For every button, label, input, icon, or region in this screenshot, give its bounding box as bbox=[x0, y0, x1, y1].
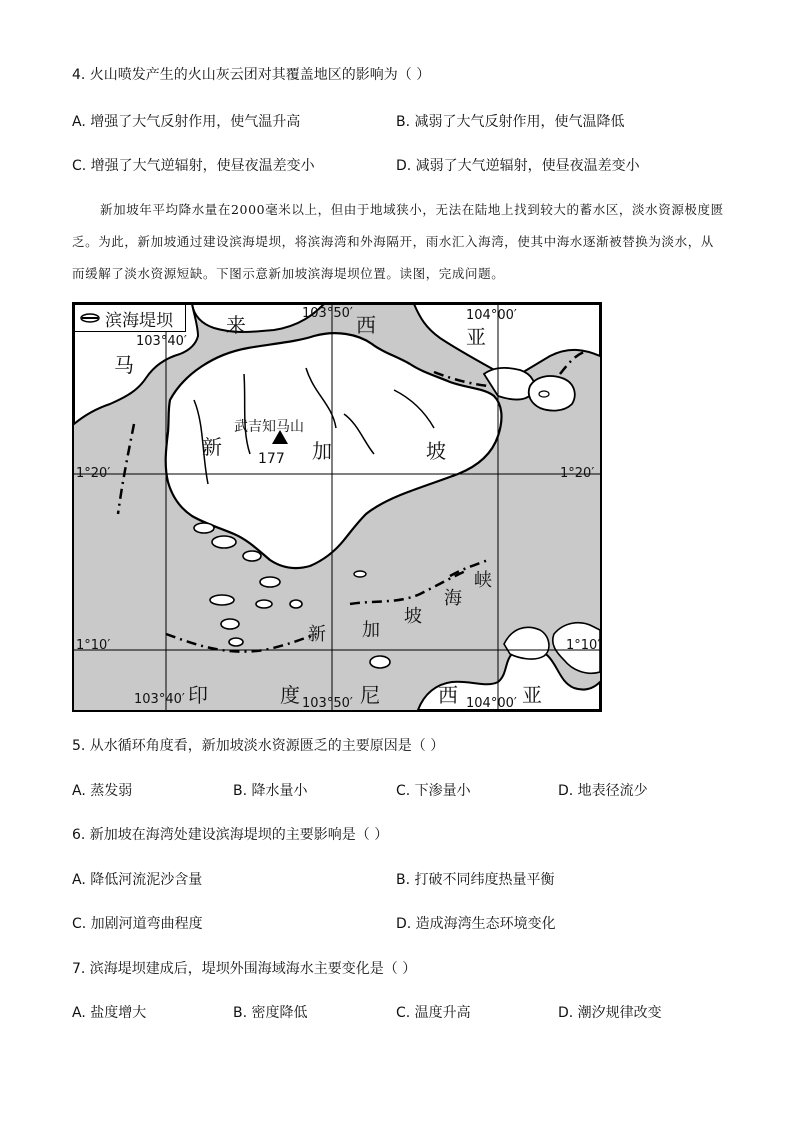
label-ni: 尼 bbox=[360, 683, 380, 707]
label-xi-bottom: 西 bbox=[438, 683, 458, 707]
label-lai: 来 bbox=[226, 313, 246, 337]
label-strait-xin: 新 bbox=[308, 624, 326, 645]
q7-option-a: A. 盐度增大 bbox=[72, 1005, 147, 1021]
label-yin: 印 bbox=[188, 683, 208, 707]
q7-option-c: C. 温度升高 bbox=[396, 1005, 471, 1021]
coord-lon-103-50-top: 103°50′ bbox=[302, 306, 353, 321]
label-strait-xia: 峡 bbox=[474, 570, 492, 591]
q5-option-a: A. 蒸发弱 bbox=[72, 783, 133, 799]
label-mountain: 武吉知马山 bbox=[234, 419, 304, 435]
label-xi-top: 西 bbox=[356, 313, 376, 337]
q5-option-b: B. 降水量小 bbox=[233, 783, 308, 799]
coord-lon-103-40-top: 103°40′ bbox=[136, 334, 187, 349]
coord-lon-104-00-top: 104°00′ bbox=[466, 308, 517, 323]
q7-option-b: B. 密度降低 bbox=[233, 1005, 308, 1021]
q4-option-d: D. 减弱了大气逆辐射，使昼夜温差变小 bbox=[396, 158, 640, 174]
label-xin: 新 bbox=[202, 435, 222, 459]
legend-label: 滨海堤坝 bbox=[105, 310, 173, 331]
coord-lon-103-40-bottom: 103°40′ bbox=[134, 692, 185, 707]
label-strait-jia: 加 bbox=[362, 620, 380, 641]
q4-stem: 4. 火山喷发产生的火山灰云团对其覆盖地区的影响为（ ） bbox=[72, 67, 431, 83]
q4-option-b: B. 减弱了大气反射作用，使气温降低 bbox=[396, 114, 625, 130]
singapore-map bbox=[72, 302, 602, 712]
label-ya-top: 亚 bbox=[466, 325, 486, 349]
q5-stem: 5. 从水循环角度看，新加坡淡水资源匮乏的主要原因是（ ） bbox=[72, 738, 445, 754]
coord-lat-1-10-left: 1°10′ bbox=[76, 638, 111, 653]
map-graphic bbox=[74, 304, 600, 710]
q7-option-d: D. 潮汐规律改变 bbox=[558, 1005, 662, 1021]
coord-lon-103-50-bottom: 103°50′ bbox=[302, 696, 353, 711]
q6-stem: 6. 新加坡在海湾处建设滨海堤坝的主要影响是（ ） bbox=[72, 827, 389, 843]
map-legend bbox=[74, 304, 186, 332]
label-po: 坡 bbox=[426, 439, 446, 463]
q7-stem: 7. 滨海堤坝建成后，堤坝外围海域海水主要变化是（ ） bbox=[72, 961, 417, 977]
q6-option-d: D. 造成海湾生态环境变化 bbox=[396, 916, 556, 932]
label-jia: 加 bbox=[312, 439, 332, 463]
label-du: 度 bbox=[280, 683, 300, 707]
q4-option-c: C. 增强了大气逆辐射，使昼夜温差变小 bbox=[72, 158, 315, 174]
label-strait-hai: 海 bbox=[444, 588, 462, 609]
dam-symbol-icon bbox=[79, 312, 101, 324]
passage: 新加坡年平均降水量在2000毫米以上，但由于地域狭小，无法在陆地上找到较大的蓄水区，淡水资源极度匮乏。为此，新加坡通过建设滨海堤坝，将滨海湾和外海隔开，雨水汇入海湾，使其中海水逐渐被替换为淡水，从而缓解了淡水资源短缺。下图示意新加坡滨海堤坝位置。读图，完成问题。 bbox=[72, 202, 724, 281]
label-strait-po: 坡 bbox=[404, 606, 422, 627]
label-elevation: 177 bbox=[258, 451, 285, 467]
coord-lat-1-20-right: 1°20′ bbox=[560, 466, 595, 481]
label-ya-bottom: 亚 bbox=[522, 683, 542, 707]
q6-option-b: B. 打破不同纬度热量平衡 bbox=[396, 872, 555, 888]
q6-option-a: A. 降低河流泥沙含量 bbox=[72, 872, 203, 888]
coord-lon-104-00-bottom: 104°00′ bbox=[466, 696, 517, 711]
coord-lat-1-20-left: 1°20′ bbox=[76, 466, 111, 481]
q6-option-c: C. 加剧河道弯曲程度 bbox=[72, 916, 203, 932]
q5-option-d: D. 地表径流少 bbox=[558, 783, 648, 799]
coord-lat-1-10-right: 1°10′ bbox=[566, 638, 601, 653]
q4-option-a: A. 增强了大气反射作用，使气温升高 bbox=[72, 114, 301, 130]
q5-option-c: C. 下渗量小 bbox=[396, 783, 471, 799]
label-ma: 马 bbox=[114, 353, 134, 377]
